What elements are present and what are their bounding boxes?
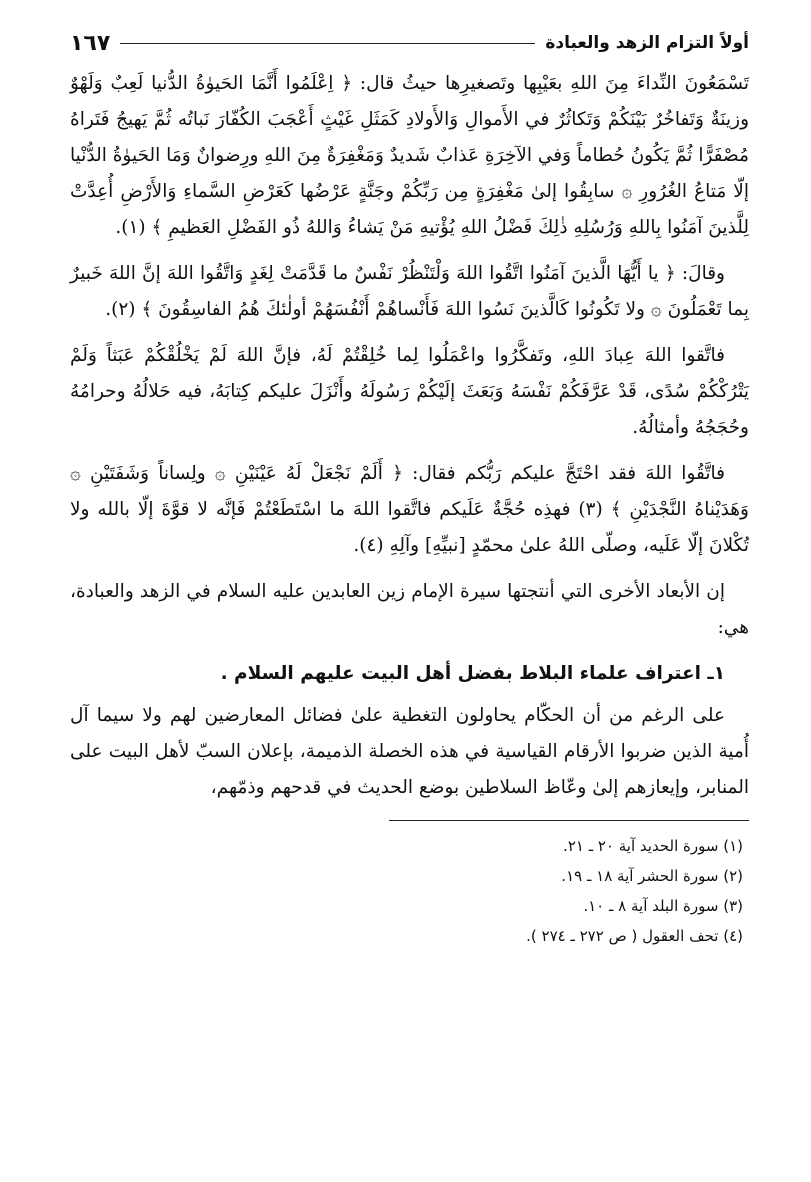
main-text (70, 66, 749, 806)
paragraph-4: فاتَّقُوا اللهَ فقد احْتَجَّ عليكم رَبُّكم فقال: ﴿ أَلَمْ نَجْعَلْ لَهُ عَيْنَيْنِ ۞ ولِساناً وَشَفَتَيْنِ ۞ وَهَدَيْناهُ النَّجْدَيْنِ ﴾ (٣) فهذِه حُجَّةٌ عَلَيكم فاتَّقوا اللهَ ما اسْتَطَعْتُمْ فَإنَّه لا قوَّةَ إلّا بالله ولا تُكْلانَ إلّا عَلَيه، وصلّى اللهُ علىٰ محمّدٍ [نبيِّهِ] وآلِهِ (٤). (70, 463, 749, 556)
paragraph-3: فاتَّقوا اللهَ عِبادَ اللهِ، وتَفكَّرُوا واعْمَلُوا لِما خُلِقْتُمْ لَهُ، فإنَّ اللهَ لَمْ يَخْلُقْكُمْ عَبَثاً وَلَمْ يَتْرُكْكُمْ سُدًى، قَدْ عَرَّفَكُمْ نَفْسَهُ وَبَعَثَ إلَيْكُمْ رَسُولَهُ وأَنْزَلَ عليكم كِتابَهُ، فيه حَلالُهُ وحرامُهُ وحُجَجُهُ وأمثالُهُ. (70, 345, 749, 438)
footnote-separator (389, 820, 749, 821)
paragraph-1: تَسْمَعُونَ النِّداءَ مِنَ اللهِ بعَيْبِها وتَصغيرِها حيثُ قال: ﴿ اِعْلَمُوا أَنَّمَا الحَيوٰةُ الدُّنيا لَعِبٌ وَلَهْوٌ وزينَةٌ وَتَفاخُرٌ بَيْنَكُمْ وَتَكاثُرٌ في الأَموالِ وَالأَولادِ كَمَثَلِ غَيْثٍ أَعْجَبَ الكُفّارَ نَباتُه ثُمَّ يَهيجُ فَتَراهُ مُصْفَرًّا ثُمَّ يَكُونُ حُطاماً وَفي الآخِرَةِ عَذابٌ شَديدٌ وَمَغْفِرَةٌ مِنَ اللهِ ورِضوانٌ وَمَا الحَيوٰةُ الدُّنْيا إلّا مَتاعُ الغُرُورِ ۞ سابِقُوا إلىٰ مَغْفِرَةٍ مِن رَبِّكُمْ وجَنَّةٍ عَرْضُها كَعَرْضِ السَّماءِ وَالأَرْضِ أُعِدَّتْ لِلَّذينَ آمَنُوا بِاللهِ وَرُسُلِهِ ذٰلِكَ فَضْلُ اللهِ يُؤْتيهِ مَنْ يَشاءُ وَاللهُ ذُو الفَضْلِ العَظيمِ ﴾ (١). (70, 73, 749, 238)
header-rule (120, 43, 535, 44)
footnote-1: (١) سورة الحديد آية ٢٠ ـ ٢١. (563, 837, 743, 855)
footnotes (70, 831, 749, 951)
page-number: ١٦٧ (70, 30, 111, 56)
page-header (70, 28, 749, 58)
paragraph-5: إن الأبعاد الأخرى التي أنتجتها سيرة الإمام زين العابدين عليه السلام في الزهد والعبادة، هي: (70, 581, 749, 638)
running-title: أولاً التزام الزهد والعبادة (545, 33, 749, 53)
footnote-4: (٤) تحف العقول ( ص ٢٧٢ ـ ٢٧٤ ). (526, 927, 743, 945)
paragraph-2: وقالَ: ﴿ يا أَيُّهَا الَّذينَ آمَنُوا اتَّقُوا اللهَ وَلْتَنْظُرْ نَفْسٌ ما قَدَّمَتْ لِغَدٍ وَاتَّقُوا اللهَ إنَّ اللهَ خَبيرٌ بِما تَعْمَلُونَ ۞ ولا تَكُونُوا كَالَّذينَ نَسُوا اللهَ فَأَنْساهُمْ أَنْفُسَهُمْ أولٰئكَ هُمُ الفاسِقُونَ ﴾ (٢). (70, 263, 749, 320)
paragraph-6: على الرغم من أن الحكّام يحاولون التغطية علىٰ فضائل المعارضين لهم ولا سيما آل أُمية الذين ضربوا الأرقام القياسية في هذه الخصلة الذميمة، بإعلان السبّ لأهل البيت على المنابر، وإيعازهم إلىٰ وعّاظ السلاطين بوضع الحديث في قدحهم وذمّهم، (70, 705, 749, 798)
footnote-3: (٣) سورة البلد آية ٨ ـ ١٠. (583, 897, 743, 915)
section-heading: ١ـ اعتراف علماء البلاط بفضل أهل البيت عليهم السلام . (220, 663, 725, 684)
footnote-2: (٢) سورة الحشر آية ١٨ ـ ١٩. (561, 867, 743, 885)
